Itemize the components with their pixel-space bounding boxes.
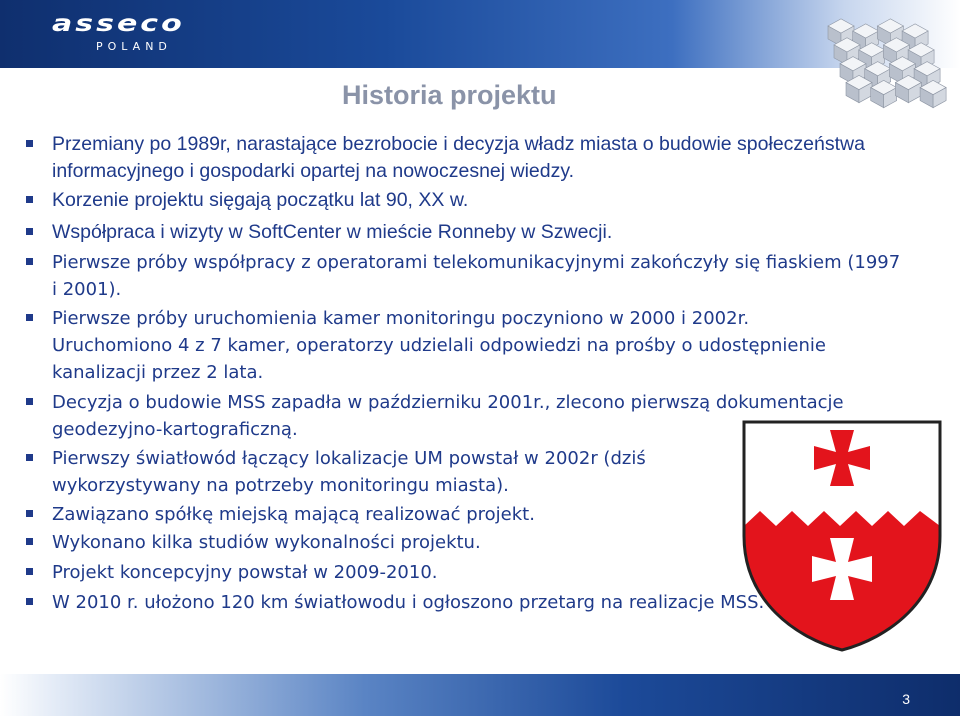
bullet-text: Decyzja o budowie MSS zapadła w październiku 2001r., zlecono pierwszą dokumentacje geodezyjno-kartograficzną.: [52, 392, 844, 440]
list-item: [26, 389, 862, 445]
bullet-icon: [26, 454, 33, 461]
list-item: [26, 305, 852, 389]
bullet-icon: [26, 140, 33, 147]
logo-text: asseco: [52, 10, 185, 38]
list-item: [26, 219, 906, 249]
bullet-icon: [26, 196, 33, 203]
bullet-icon: [26, 398, 33, 405]
list-item: [26, 559, 752, 589]
bullet-icon: [26, 538, 33, 545]
page-number: 3: [902, 691, 910, 707]
bullet-text: Pierwsze próby uruchomienia kamer monitoringu poczyniono w 2000 i 2002r. Uruchomiono 4 z 7 kamer, operatorzy udzielali odpowiedzi na prośby o udostępnienie kanalizacji przez 2 lata.: [52, 308, 826, 383]
bullet-icon: [26, 510, 33, 517]
list-item: [26, 445, 772, 501]
list-item: [26, 529, 752, 559]
list-item: [26, 501, 752, 529]
cube-cluster-icon: [818, 4, 960, 134]
bullet-icon: [26, 258, 33, 265]
bullet-icon: [26, 314, 33, 321]
bullet-text: Korzenie projektu sięgają początku lat 90, XX w.: [52, 189, 469, 211]
bullet-text: Pierwsze próby współpracy z operatorami telekomunikacyjnymi zakończyły się fiaskiem (1997 i 2001).: [52, 252, 901, 300]
coat-of-arms-icon: [738, 416, 946, 654]
slide-title: Historia projektu: [342, 80, 557, 110]
bullet-icon: [26, 568, 33, 575]
bullet-icon: [26, 228, 33, 235]
bullet-text: Przemiany po 1989r, narastające bezrobocie i decyzja władz miasta o budowie społeczeństwa informacyjnego i gospodarki opartej na nowoczesnej wiedzy.: [52, 133, 865, 182]
bullet-text: Wykonano kilka studiów wykonalności projektu.: [52, 532, 481, 553]
header-bar: [0, 0, 960, 68]
list-item: [26, 187, 906, 219]
list-item: [26, 589, 852, 645]
list-item: [26, 131, 906, 185]
bullet-text: Zawiązano spółkę miejską mającą realizować projekt.: [52, 504, 535, 525]
list-item: [26, 249, 907, 305]
bullet-icon: [26, 598, 33, 605]
bullet-text: Projekt koncepcyjny powstał w 2009-2010.: [52, 562, 438, 583]
footer-bar: [0, 674, 960, 716]
bullet-text: Pierwszy światłowód łączący lokalizacje UM powstał w 2002r (dziś wykorzystywany na potrzeby monitoringu miasta).: [52, 448, 646, 496]
bullet-text: Współpraca i wizyty w SoftCenter w mieście Ronneby w Szwecji.: [52, 221, 613, 243]
logo-subtext: POLAND: [96, 40, 172, 53]
bullet-text: W 2010 r. ułożono 120 km światłowodu i ogłoszono przetarg na realizacje MSS.: [52, 592, 765, 613]
asseco-logo: [52, 10, 212, 58]
